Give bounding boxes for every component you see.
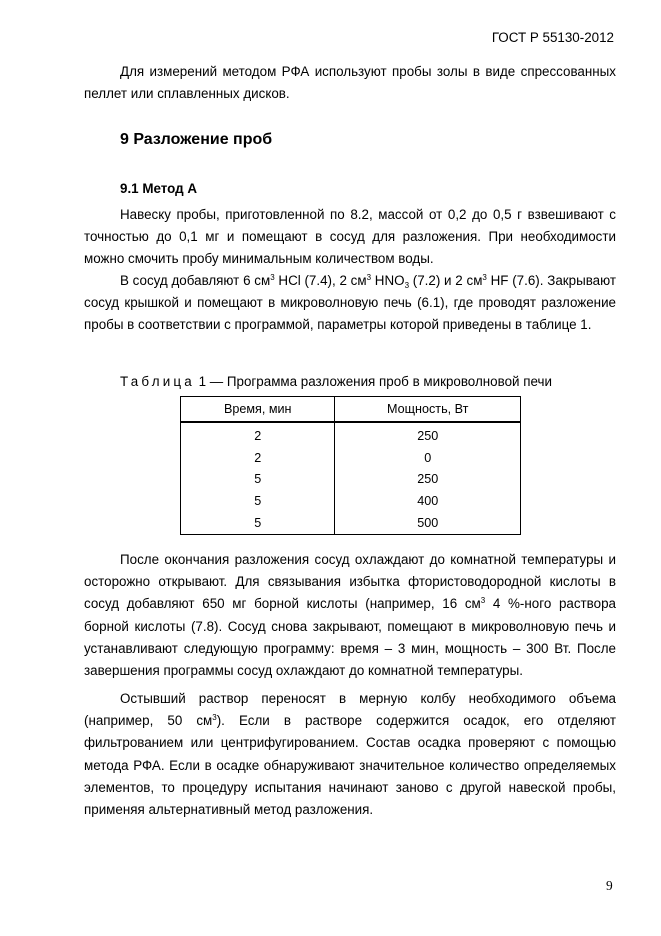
table-row xyxy=(181,512,521,534)
text: Остывший раствор переносят в мерную колбу необходимого объема (например, 50 см xyxy=(84,691,616,729)
text: ). Если в растворе содержится осадок, его отделяют фильтрованием или центрифугированием. Состав осадка проверяют с помощью метода РФА. Если в осадке обнаруживают значительное количество определяемых элементов, то процедуру испытания начинают заново с другой навеской пробы, применяя альтернативный метод разложения. xyxy=(84,713,616,818)
table-cell-time: 2 xyxy=(181,447,335,469)
table-cell-power: 250 xyxy=(335,469,521,491)
text: 4 %-ного раствора борной кислоты (7.8). Сосуд снова закрывают, помещают в микроволновую печь и устанавливают следующую программу: время – 3 мин, мощность – 300 Вт. После завершения программы сосуд охлаждают до комнатной температуры. xyxy=(84,596,616,679)
table-row xyxy=(181,447,521,469)
subsection-title: 9.1 Метод А xyxy=(120,181,198,196)
microwave-program-table xyxy=(180,396,521,535)
text: В сосуд добавляют 6 см xyxy=(120,273,271,288)
table-cell-power: 250 xyxy=(335,422,521,447)
text: После окончания разложения сосуд охлаждают до комнатной температуры и осторожно открывают. Для связывания избытка фтористоводородной кислоты в сосуд добавляют 650 мг борной кислоты (например, 16 см xyxy=(84,552,616,612)
text: HCl (7.4), 2 см xyxy=(274,273,367,288)
intro-paragraph: Для измерений методом РФА используют пробы золы в виде спрессованных пеллет или сплавленных дисков. xyxy=(84,64,616,102)
table-row xyxy=(181,490,521,512)
superscript: 3 xyxy=(366,273,372,282)
column-header-time: Время, мин xyxy=(181,397,335,423)
section-title: 9 Разложение проб xyxy=(120,131,273,148)
superscript: 3 xyxy=(480,596,486,606)
table-caption-label: Таблица xyxy=(120,374,195,389)
text: HF (7.6). Закрывают сосуд крышкой и помещают в микроволновую печь (6.1), где проводят разложение пробы в соответствии с программой, параметры которой приведены в таблице 1. xyxy=(84,273,616,333)
superscript: 3 xyxy=(270,273,275,282)
table-cell-time: 2 xyxy=(181,422,335,447)
table-cell-time: 5 xyxy=(181,512,335,534)
text: (7.2) и 2 см xyxy=(409,273,483,288)
method-a-paragraph-1: Навеску пробы, приготовленной по 8.2, массой от 0,2 до 0,5 г взвешивают с точностью до 0,1 мг и помещают в сосуд для разложения. При необходимости можно смочить пробу минимальным количеством воды. xyxy=(84,207,616,267)
text: HNO xyxy=(371,273,405,288)
column-header-power: Мощность, Вт xyxy=(335,397,521,423)
document-code: ГОСТ Р 55130-2012 xyxy=(491,30,614,45)
page-number: 9 xyxy=(606,878,613,893)
table-cell-power: 400 xyxy=(335,490,521,512)
table-caption xyxy=(120,374,552,389)
table-caption-text: 1 — Программа разложения проб в микроволновой печи xyxy=(194,374,552,389)
table-header-row xyxy=(181,397,521,423)
table-row xyxy=(181,469,521,491)
superscript: 3 xyxy=(212,713,217,723)
table-cell-time: 5 xyxy=(181,469,335,491)
method-a-paragraph-2 xyxy=(84,270,616,337)
table-cell-time: 5 xyxy=(181,490,335,512)
table-cell-power: 500 xyxy=(335,512,521,534)
table-cell-power: 0 xyxy=(335,447,521,469)
post-decomposition-paragraph xyxy=(84,549,616,682)
table-row xyxy=(181,422,521,447)
superscript: 3 xyxy=(482,273,487,282)
cooled-solution-paragraph xyxy=(84,688,616,821)
subscript: 3 xyxy=(404,281,410,290)
